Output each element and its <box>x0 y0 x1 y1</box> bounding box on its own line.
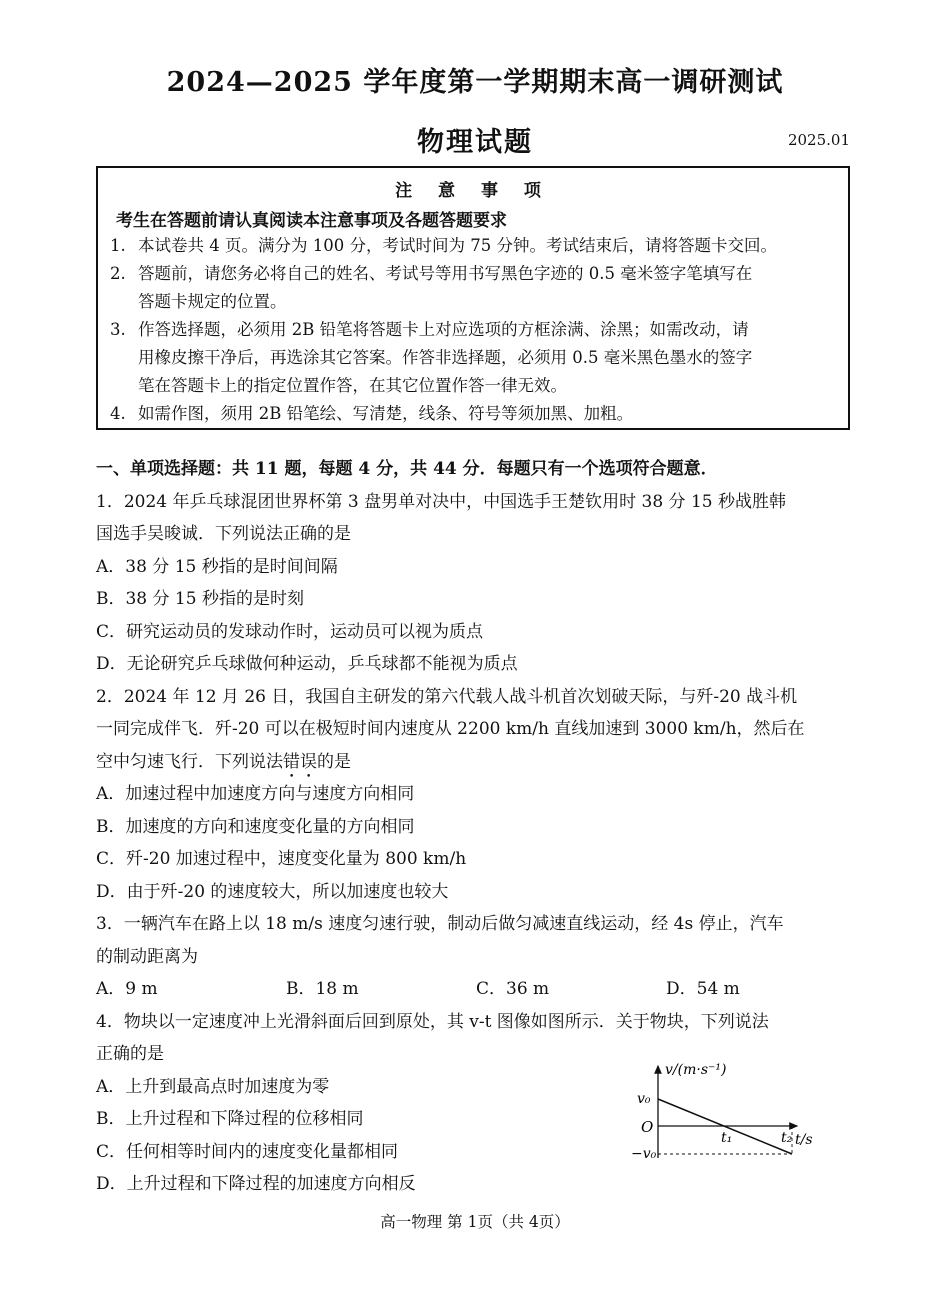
q3-option-d: D．54 m <box>666 979 740 999</box>
q2-option-b: B．加速度的方向和速度变化量的方向相同 <box>96 816 415 837</box>
v0-label: v₀ <box>637 1091 651 1107</box>
q1-stem-line: 国选手吴晙诚．下列说法正确的是 <box>96 524 351 544</box>
q2-option-a: A．加速过程中加速度方向与速度方向相同 <box>96 784 415 804</box>
q2-stem-line: 一同完成伴飞．歼-20 可以在极短时间内速度从 2200 km/h 直线加速到 3000 km/h，然后在 <box>96 719 805 739</box>
q2-option-c: C．歼-20 加速过程中，速度变化量为 800 km/h <box>96 849 467 869</box>
notice-item-2: 2. 答题前，请您务必将自己的姓名、考试号等用书写黑色字迹的 0.5 毫米签字笔填写在 答题卡规定的位置。 <box>110 264 753 311</box>
exam-title: 2024—2025 学年度第一学期期末高一调研测试 <box>166 67 784 98</box>
q4-option-d: D．上升过程和下降过程的加速度方向相反 <box>96 1174 416 1194</box>
t2-label: t₂ <box>781 1130 793 1146</box>
notice-item-3: 3. 作答选择题，必须用 2B 铅笔将答题卡上对应选项的方框涂满、涂黑；如需改动，请 用橡皮擦干净后，再选涂其它答案。作答非选择题，必须用 0.5 毫米黑色墨水的签字 笔在答题卡上的指定位置作答，在其它位置作答一律无效。 <box>110 320 753 395</box>
q4-option-b: B．上升过程和下降过程的位移相同 <box>96 1109 364 1129</box>
exam-date: 2025.01 <box>787 131 850 149</box>
q3-option-a: A．9 m <box>96 979 158 999</box>
q3-stem-line: 3．一辆汽车在路上以 18 m/s 速度匀速行驶，制动后做匀减速直线运动，经 4s 停止，汽车 <box>96 914 784 934</box>
q2-stem-line: 空中匀速飞行．下列说法错误的是 <box>96 751 351 772</box>
notice-item-1: 1. 本试卷共 4 页。满分为 100 分，考试时间为 75 分钟。考试结束后，请将答题卡交回。 <box>110 236 777 255</box>
q3-option-c: C．36 m <box>476 979 550 999</box>
q4-option-a: A．上升到最高点时加速度为零 <box>96 1076 330 1097</box>
q1-option-b: B．38 分 15 秒指的是时刻 <box>96 589 304 609</box>
q3-option-b: B．18 m <box>286 979 359 999</box>
q3-options <box>96 973 856 1006</box>
emphasis-word: 错误 <box>283 751 317 772</box>
y-axis-label: v/(m·s⁻¹) <box>665 1062 727 1078</box>
q1-option-a: A．38 分 15 秒指的是时间间隔 <box>96 556 338 577</box>
q3-stem-line: 的制动距离为 <box>96 946 198 967</box>
q1-option-d: D．无论研究乒乓球做何种运动，乒乓球都不能视为质点 <box>96 654 518 674</box>
notice-box <box>96 166 850 430</box>
exam-subtitle: 物理试题 <box>417 127 533 158</box>
q1-option-c: C．研究运动员的发球动作时，运动员可以视为质点 <box>96 621 484 642</box>
q2-option-d: D．由于歼-20 的速度较大，所以加速度也较大 <box>96 881 449 902</box>
section-heading: 一、单项选择题：共 11 题，每题 4 分，共 44 分．每题只有一个选项符合题意． <box>96 459 718 479</box>
q1-stem-line: 1．2024 年乒乓球混团世界杯第 3 盘男单对决中，中国选手王楚钦用时 38 分 15 秒战胜韩 <box>96 491 786 512</box>
notice-title: 注 意 事 项 <box>395 181 551 201</box>
vt-graph <box>625 1058 815 1168</box>
q4-option-c: C．任何相等时间内的速度变化量都相同 <box>96 1141 399 1162</box>
neg-v0-label: −v₀ <box>631 1146 657 1162</box>
x-axis-label: t/s <box>795 1132 813 1148</box>
notice-list <box>110 232 840 428</box>
q4-stem-line: 4．物块以一定速度冲上光滑斜面后回到原处，其 v-t 图像如图所示．关于物块，下列说法 <box>96 1011 769 1032</box>
origin-label: O <box>641 1118 654 1136</box>
page-footer: 高一物理 第 1页（共 4页） <box>380 1213 570 1231</box>
notice-item-4: 4. 如需作图，须用 2B 铅笔绘、写清楚，线条、符号等须加黑、加粗。 <box>110 404 634 423</box>
notice-subtitle: 考生在答题前请认真阅读本注意事项及各题答题要求 <box>116 211 507 231</box>
q2-stem-line: 2．2024 年 12 月 26 日，我国自主研发的第六代载人战斗机首次划破天际，与歼-20 战斗机 <box>96 686 798 707</box>
q4-stem-line: 正确的是 <box>96 1044 164 1064</box>
t1-label: t₁ <box>721 1130 733 1146</box>
